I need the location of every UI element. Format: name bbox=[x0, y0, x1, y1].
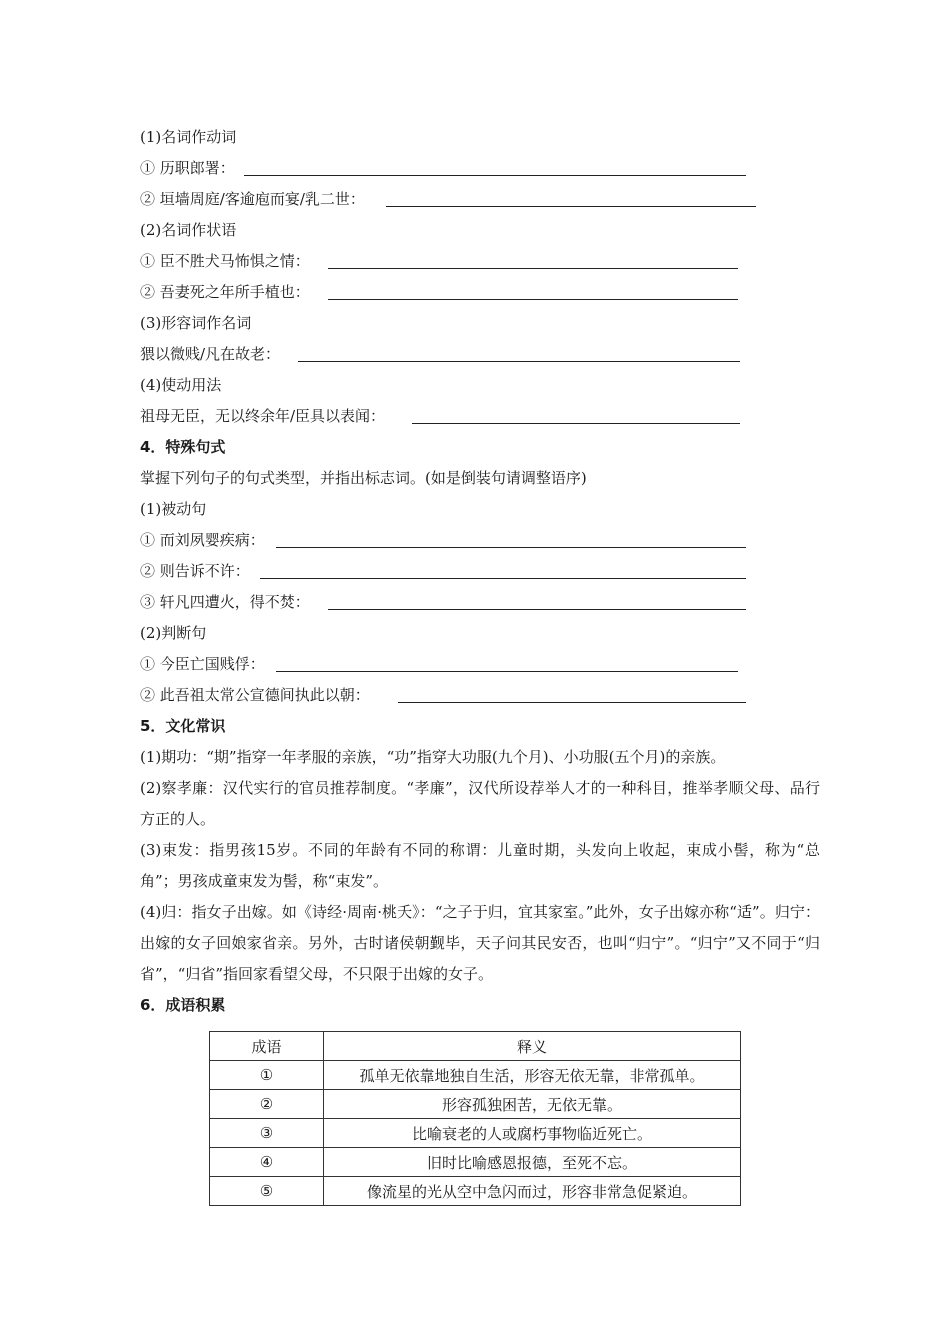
exercise-prompt: 祖母无臣，无以终余年/臣具以表闻： bbox=[140, 407, 386, 425]
meaning-cell: 形容孤独困苦，无依无靠。 bbox=[324, 1090, 741, 1119]
idiom-table bbox=[209, 1031, 741, 1206]
exercise-line bbox=[140, 401, 820, 432]
culture-note-1: (1)期功：“期”指穿一年孝服的亲族，“功”指穿大功服(九个月)、小功服(五个月)的亲族。 bbox=[140, 748, 726, 766]
exercise-line bbox=[140, 184, 820, 215]
answer-blank[interactable] bbox=[260, 578, 746, 579]
exercise-prompt: ① 臣不胜犬马怖惧之情： bbox=[140, 252, 310, 270]
exercise-prompt: ③ 轩凡四遭火，得不焚： bbox=[140, 593, 310, 611]
exercise-line bbox=[140, 153, 820, 184]
meaning-cell: 旧时比喻感恩报德，至死不忘。 bbox=[324, 1148, 741, 1177]
exercise-prompt: ② 则告诉不许： bbox=[140, 562, 250, 580]
section3-sub2-title: (2)名词作状语 bbox=[140, 221, 237, 239]
culture-note-4: (4)归：指女子出嫁。如《诗经·周南·桃夭》：“之子于归，宜其家室。”此外，女子出嫁亦称“适”。归宁：出嫁的女子回娘家省亲。另外，古时诸侯朝觐毕，天子问其民安否，也叫“归宁”。“归宁”又不同于“归省”，“归省”指回家看望父母，不只限于出嫁的女子。 bbox=[140, 903, 820, 983]
table-row bbox=[210, 1090, 741, 1119]
meaning-cell: 比喻衰老的人或腐朽事物临近死亡。 bbox=[324, 1119, 741, 1148]
meaning-cell: 像流星的光从空中急闪而过，形容非常急促紧迫。 bbox=[324, 1177, 741, 1206]
exercise-line bbox=[140, 246, 820, 277]
header-meaning: 释义 bbox=[324, 1032, 741, 1061]
exercise-line bbox=[140, 587, 820, 618]
section5-heading: 5．文化常识 bbox=[140, 717, 226, 735]
table-header-row bbox=[210, 1032, 741, 1061]
table-row bbox=[210, 1177, 741, 1206]
section4-sub1-title: (1)被动句 bbox=[140, 500, 207, 518]
answer-blank[interactable] bbox=[386, 206, 756, 207]
answer-blank[interactable] bbox=[328, 299, 738, 300]
answer-blank[interactable] bbox=[412, 423, 740, 424]
exercise-prompt: ① 历职郎署： bbox=[140, 159, 235, 177]
exercise-prompt: ① 而刘夙婴疾病： bbox=[140, 531, 265, 549]
idiom-cell[interactable]: ① bbox=[210, 1061, 324, 1090]
culture-note-3: (3)束发：指男孩15岁。不同的年龄有不同的称谓：儿童时期，头发向上收起，束成小髻，称为“总角”；男孩成童束发为髻，称“束发”。 bbox=[140, 841, 820, 890]
meaning-cell: 孤单无依靠地独自生活，形容无依无靠，非常孤单。 bbox=[324, 1061, 741, 1090]
table-row bbox=[210, 1148, 741, 1177]
idiom-cell[interactable]: ⑤ bbox=[210, 1177, 324, 1206]
section3-sub1-title: (1)名词作动词 bbox=[140, 128, 237, 146]
answer-blank[interactable] bbox=[276, 671, 738, 672]
exercise-line bbox=[140, 556, 820, 587]
exercise-line bbox=[140, 525, 820, 556]
answer-blank[interactable] bbox=[398, 702, 746, 703]
section3-sub4-title: (4)使动用法 bbox=[140, 376, 222, 394]
table-row bbox=[210, 1119, 741, 1148]
section4-sub2-title: (2)判断句 bbox=[140, 624, 207, 642]
section3-sub3-title: (3)形容词作名词 bbox=[140, 314, 252, 332]
header-idiom: 成语 bbox=[210, 1032, 324, 1061]
idiom-cell[interactable]: ② bbox=[210, 1090, 324, 1119]
idiom-cell[interactable]: ③ bbox=[210, 1119, 324, 1148]
answer-blank[interactable] bbox=[244, 175, 746, 176]
exercise-line bbox=[140, 680, 820, 711]
answer-blank[interactable] bbox=[328, 609, 746, 610]
section4-intro: 掌握下列句子的句式类型，并指出标志词。(如是倒装句请调整语序) bbox=[140, 469, 587, 487]
exercise-prompt: ② 吾妻死之年所手植也： bbox=[140, 283, 310, 301]
exercise-line bbox=[140, 339, 820, 370]
answer-blank[interactable] bbox=[328, 268, 738, 269]
culture-note-2: (2)察孝廉：汉代实行的官员推荐制度。“孝廉”，汉代所设荐举人才的一种科目，推举孝顺父母、品行方正的人。 bbox=[140, 779, 820, 828]
idiom-cell[interactable]: ④ bbox=[210, 1148, 324, 1177]
answer-blank[interactable] bbox=[276, 547, 746, 548]
exercise-line bbox=[140, 649, 820, 680]
exercise-prompt: 猥以微贱/凡在故老： bbox=[140, 345, 281, 363]
exercise-prompt: ② 垣墙周庭/客逾庖而宴/乳二世： bbox=[140, 190, 365, 208]
section6-heading: 6．成语积累 bbox=[140, 996, 226, 1014]
exercise-line bbox=[140, 277, 820, 308]
exercise-prompt: ② 此吾祖太常公宣德间执此以朝： bbox=[140, 686, 370, 704]
answer-blank[interactable] bbox=[298, 361, 740, 362]
section4-heading: 4．特殊句式 bbox=[140, 438, 226, 456]
table-row bbox=[210, 1061, 741, 1090]
document-page bbox=[140, 122, 820, 1201]
exercise-prompt: ① 今臣亡国贱俘： bbox=[140, 655, 265, 673]
